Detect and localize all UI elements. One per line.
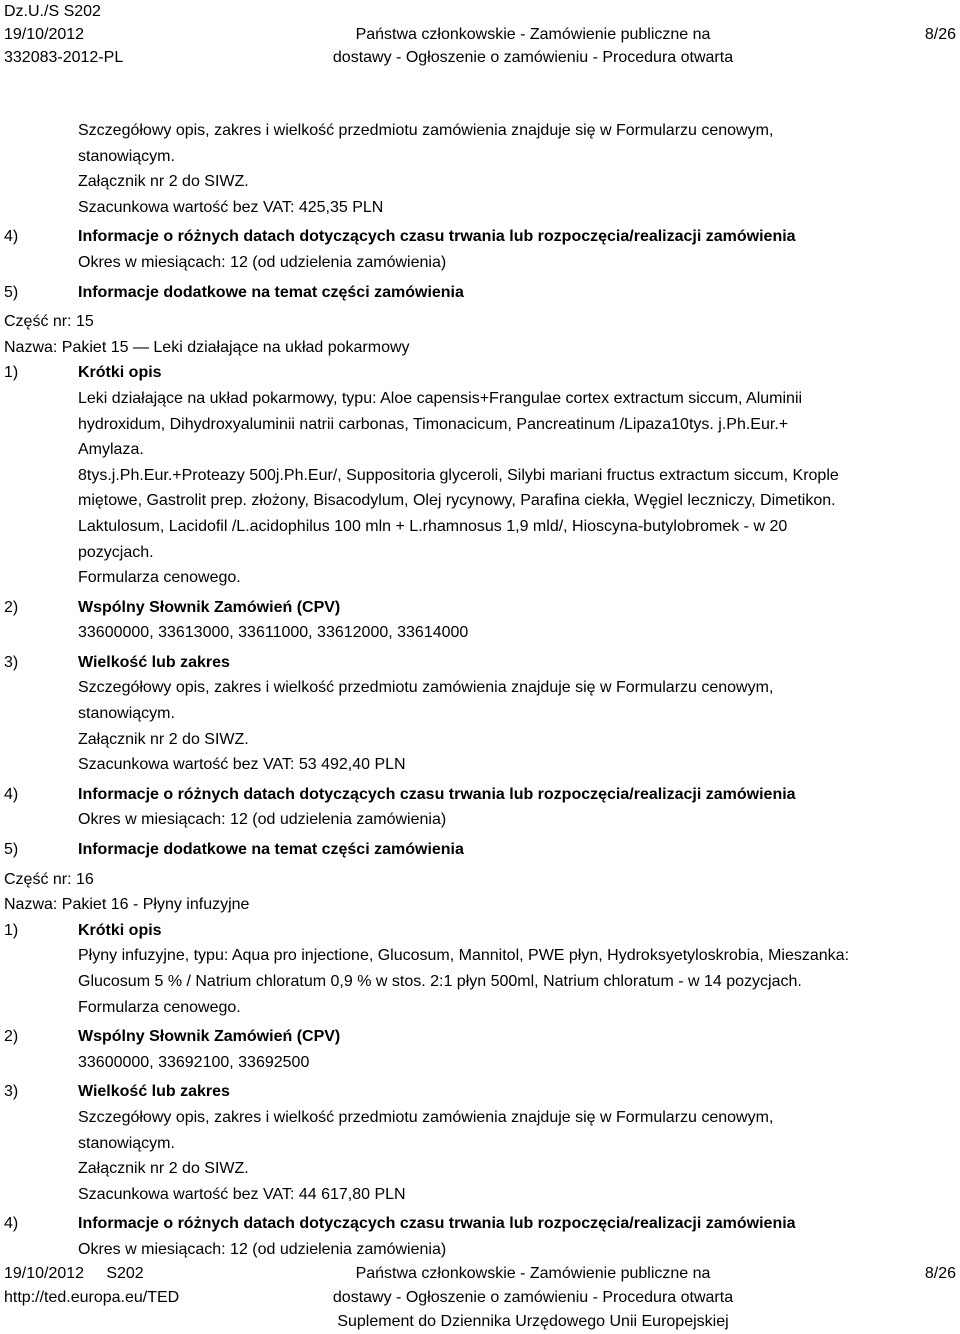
desc-line: miętowe, Gastrolit prep. złożony, Bisacodylum, Olej rycynowy, Parafina ciekła, Węgiel leczniczy, Dimetikon. [78,492,836,510]
section-heading [0,782,960,808]
section-title: Wspólny Słownik Zamówień (CPV) [78,1028,341,1046]
section-title: Informacje dodatkowe na temat części zamówienia [78,283,464,301]
section-heading [0,1024,960,1050]
part-number [0,867,960,893]
part-number-text: Część nr: 16 [4,870,94,888]
section-heading [0,837,960,863]
section-number: 4) [4,785,19,803]
desc-line: Formularza cenowego. [78,998,241,1016]
footer-page-number: 8/26 [924,1265,956,1282]
header-date: 19/10/2012 [4,26,85,43]
notice-ref: 332083-2012-PL [4,49,124,66]
part-name-text: Nazwa: Pakiet 16 - Płyny infuzyjne [4,896,250,914]
section-number: 1) [4,921,19,939]
desc-line: pozycjach. [78,543,154,561]
section-number: 4) [4,1215,19,1233]
document-body [0,118,960,1263]
section-number: 5) [4,283,19,301]
part-name-text: Nazwa: Pakiet 15 — Leki działające na układ pokarmowy [4,338,410,356]
section-title: Informacje dodatkowe na temat części zamówienia [78,841,464,859]
footer-title-line2: dostawy - Ogłoszenie o zamówieniu - Procedura otwarta [332,1289,734,1306]
section-title: Informacje o różnych datach dotyczących czasu trwania lub rozpoczęcia/realizacji zamówienia [78,785,796,803]
estimated-value: Szacunkowa wartość bez VAT: 53 492,40 PLN [78,756,406,774]
section-number: 3) [4,653,19,671]
part-number-text: Część nr: 15 [4,313,94,331]
footer-issue: S202 [106,1265,144,1282]
footer-title-line3: Suplement do Dziennika Urzędowego Unii Europejskiej [337,1313,729,1330]
section-title: Krótki opis [78,921,162,939]
section-title: Informacje o różnych datach dotyczących czasu trwania lub rozpoczęcia/realizacji zamówienia [78,1215,796,1233]
section-heading [0,595,960,621]
section-heading [0,1079,960,1105]
section-heading [0,280,960,306]
desc-line: Leki działające na układ pokarmowy, typu: Aloe capensis+Frangulae cortex extractum siccum, Aluminii [78,389,803,407]
section-heading [0,360,960,386]
section-heading [0,224,960,250]
text-line: stanowiącym. [78,705,175,723]
page-header [0,0,960,72]
section-heading [0,1211,960,1237]
estimated-value: Szacunkowa wartość bez VAT: 44 617,80 PLN [78,1185,406,1203]
footer-title [310,1262,756,1334]
text-line: stanowiącym. [78,1134,175,1152]
text-line: Załącznik nr 2 do SIWZ. [78,1160,249,1178]
section-number: 1) [4,364,19,382]
desc-line: hydroxidum, Dihydroxyaluminii natrii carbonas, Timonacicum, Pancreatinum /Lipaza10tys. j.Ph.Eur.+ [78,415,789,433]
part-name [0,892,960,918]
section-title: Wspólny Słownik Zamówień (CPV) [78,598,341,616]
header-title-line2: dostawy - Ogłoszenie o zamówieniu - Procedura otwarta [332,49,734,66]
text-line: Załącznik nr 2 do SIWZ. [78,173,249,191]
text-line: Szczegółowy opis, zakres i wielkość przedmiotu zamówienia znajduje się w Formularzu cenowym, [78,122,774,139]
cpv-codes: 33600000, 33692100, 33692500 [78,1053,310,1071]
footer-date-issue [4,1262,179,1286]
section-title: Informacje o różnych datach dotyczących czasu trwania lub rozpoczęcia/realizacji zamówienia [78,228,796,246]
section-number: 3) [4,1083,19,1101]
section-title: Wielkość lub zakres [78,653,230,671]
desc-line: Formularza cenowego. [78,569,241,587]
duration-text: Okres w miesiącach: 12 (od udzielenia zamówienia) [78,811,447,829]
desc-line: Glucosum 5 % / Natrium chloratum 0,9 % w stos. 2:1 płyn 500ml, Natrium chloratum - w 14 pozycjach. [78,973,802,990]
text-line: Szczegółowy opis, zakres i wielkość przedmiotu zamówienia znajduje się w Formularzu cenowym, [78,1108,774,1126]
desc-line: Płyny infuzyjne, typu: Aqua pro injectione, Glucosum, Mannitol, PWE płyn, Hydroksyetyloskrobia, Mieszanka: [78,947,850,965]
footer-url[interactable]: http://ted.europa.eu/TED [4,1289,180,1306]
desc-line: Laktulosum, Lacidofil /L.acidophilus 100 mln + L.rhamnosus 1,9 mld/, Hioscyna-butylobromek - w 20 [78,517,788,535]
text-line: Szczegółowy opis, zakres i wielkość przedmiotu zamówienia znajduje się w Formularzu cenowym, [78,679,774,697]
section-number: 2) [4,598,19,616]
section-title: Wielkość lub zakres [78,1083,230,1101]
text-line: Załącznik nr 2 do SIWZ. [78,730,249,748]
desc-line: Amylaza. [78,441,144,459]
part-number [0,309,960,335]
estimated-value: Szacunkowa wartość bez VAT: 425,35 PLN [78,198,384,216]
section-title: Krótki opis [78,364,162,382]
section-number: 5) [4,841,19,859]
cpv-codes: 33600000, 33613000, 33611000, 33612000, 33614000 [78,624,469,642]
text-line: stanowiącym. [78,147,175,165]
footer-date: 19/10/2012 [4,1265,85,1282]
footer-title-line1: Państwa członkowskie - Zamówienie publiczne na [355,1265,711,1282]
section-heading [0,650,960,676]
page-footer [0,1262,960,1334]
desc-line: 8tys.j.Ph.Eur.+Proteazy 500j.Ph.Eur/, Suppositoria glyceroli, Silybi mariani fructus extractum siccum, Krople [78,466,839,484]
section-number: 2) [4,1028,19,1046]
journal-ref: Dz.U./S S202 [4,3,101,20]
footer-left [4,1262,179,1310]
part-name [0,335,960,361]
duration-text: Okres w miesiącach: 12 (od udzielenia zamówienia) [78,1240,447,1258]
header-page-number: 8/26 [924,26,956,43]
section-heading [0,918,960,944]
header-left [4,0,123,69]
duration-text: Okres w miesiącach: 12 (od udzielenia zamówienia) [78,253,447,271]
section-number: 4) [4,228,19,246]
header-title-line1: Państwa członkowskie - Zamówienie publiczne na [355,26,711,43]
header-title [310,23,756,69]
